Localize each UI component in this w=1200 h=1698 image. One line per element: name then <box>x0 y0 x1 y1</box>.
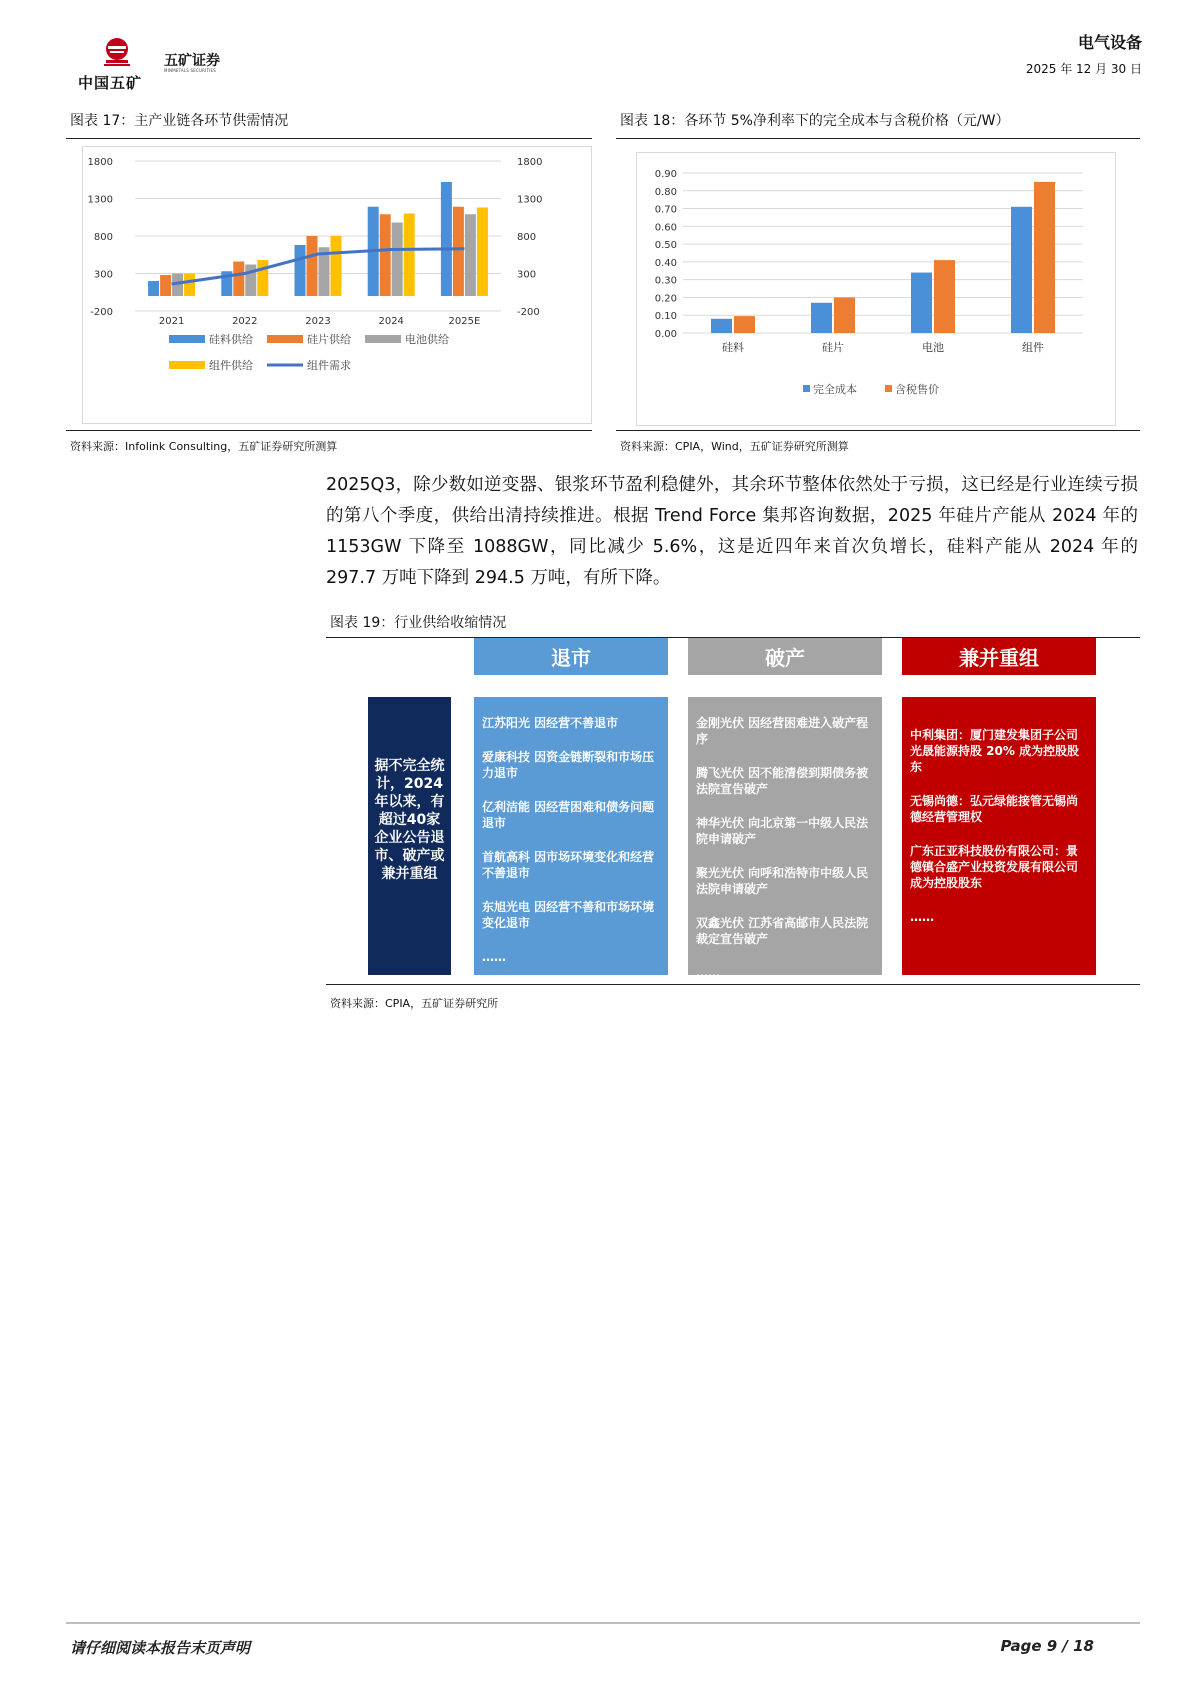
figure-19-source: 资料来源：CPIA，五矿证券研究所 <box>330 997 499 1010</box>
report-date: 2025 年 12 月 30 日 <box>1025 62 1142 76</box>
logo-text-cn: 中国五矿 <box>78 74 143 92</box>
list-item: 东旭光电 因经营不善和市场环境变化退市 <box>482 900 655 930</box>
y-tick-label-right: -200 <box>517 307 540 318</box>
y-tick-label: 0.10 <box>654 311 677 323</box>
delisting-list <box>474 697 668 975</box>
list-item: 双鑫光伏 江苏省高邮市人民法院裁定宣告破产 <box>696 916 869 946</box>
figure-18-frame <box>636 152 1116 426</box>
bar <box>404 214 415 297</box>
list-item: 无锡尚德：弘元绿能接管无锡尚德经营管理权 <box>910 794 1079 824</box>
bar <box>295 245 306 296</box>
y-tick-label: 0.80 <box>654 186 677 198</box>
list-item: …… <box>696 966 720 980</box>
company-logo <box>78 36 248 94</box>
list-item: 金刚光伏 因经营困难进入破产程序 <box>696 716 869 746</box>
x-tick-label: 硅料 <box>722 341 744 354</box>
figure-19-title: 图表 19：行业供给收缩情况 <box>330 615 507 631</box>
figure-18-source: 资料来源：CPIA，Wind，五矿证券研究所测算 <box>620 440 849 453</box>
figure-18-rule <box>616 138 1140 139</box>
summary-box: 据不完全统计，2024年以来，有超过40家企业公告退市、破产或兼并重组 <box>368 697 451 975</box>
y-tick-label-left: 300 <box>93 269 113 281</box>
bar <box>307 236 318 296</box>
bar <box>711 319 732 333</box>
y-tick-label: 0.00 <box>654 329 677 340</box>
legend-swatch <box>169 335 205 343</box>
legend-swatch <box>803 385 810 392</box>
bar <box>257 260 268 296</box>
y-tick-label: 0.20 <box>654 293 677 305</box>
y-tick-label: 0.50 <box>654 240 677 252</box>
y-tick-label-right: 300 <box>517 269 537 281</box>
footer-disclaimer: 请仔细阅读本报告末页声明 <box>70 1639 251 1657</box>
x-tick-label: 硅片 <box>822 341 844 354</box>
logo-emblem-icon <box>102 36 132 68</box>
x-tick-label: 2021 <box>158 316 185 327</box>
y-tick-label: 0.70 <box>654 204 677 216</box>
list-item: 江苏阳光 因经营不善退市 <box>482 716 619 730</box>
figure-19-bottom-rule <box>326 984 1140 985</box>
y-tick-label: 0.30 <box>654 275 677 287</box>
y-tick-label-left: -200 <box>90 307 113 318</box>
list-item: 亿利洁能 因经营困难和债务问题退市 <box>482 800 655 830</box>
legend-label: 硅料供给 <box>209 333 253 346</box>
body-paragraph: 2025Q3，除少数如逆变器、银浆环节盈利稳健外，其余环节整体依然处于亏损，这已经是行业连续亏损的第八个季度，供给出清持续推进。根据 Trend Force 集邦咨询数据，2025 年硅片产能从 2024 年的 1153GW 下降至 1088GW，同比减少 5.6%，这是近四年来首次负增长，硅料产能从 2024 年的 297.7 万吨下降到 294.5 万吨，有所下降。 <box>326 475 1138 588</box>
bar <box>160 275 171 296</box>
footer-rule <box>66 1622 1140 1624</box>
bar <box>233 262 244 297</box>
logo-securities-cn: 五矿证券 <box>164 53 220 69</box>
section-title: 电气设备 <box>1077 33 1142 52</box>
bar <box>453 207 464 296</box>
x-tick-label: 2023 <box>305 316 331 327</box>
bar <box>911 273 932 333</box>
list-item: 腾飞光伏 因不能清偿到期债务被法院宣告破产 <box>696 766 869 796</box>
list-item: 爱康科技 因资金链断裂和市场压力退市 <box>482 750 655 780</box>
bar <box>734 316 755 333</box>
bar <box>811 303 832 333</box>
y-tick-label-left: 800 <box>93 232 113 243</box>
list-item: 中利集团：厦门建发集团子公司光晟能源持股 20% 成为控股股东 <box>910 728 1080 774</box>
bar <box>184 274 195 297</box>
legend-label: 完全成本 <box>813 383 857 396</box>
bar <box>834 297 855 333</box>
figure-18-title: 图表 18：各环节 5%净利率下的完全成本与含税价格（元/W） <box>620 113 1010 129</box>
merger-list <box>902 697 1096 975</box>
figure-18-bottom-rule <box>616 430 1140 431</box>
legend-label: 硅片供给 <box>307 333 351 346</box>
cost-price-chart <box>637 153 1117 427</box>
y-tick-label: 0.90 <box>654 169 677 180</box>
x-tick-label: 2025E <box>448 316 481 327</box>
legend-label: 组件需求 <box>307 359 351 372</box>
y-tick-label-right: 1800 <box>517 157 543 168</box>
figure-17-rule <box>66 138 592 139</box>
list-item: 聚光光伏 向呼和浩特市中级人民法院申请破产 <box>696 866 869 896</box>
bar <box>1034 182 1055 333</box>
y-tick-label-right: 1300 <box>517 194 543 206</box>
bar <box>331 236 342 296</box>
legend-swatch <box>169 361 205 369</box>
y-tick-label: 0.60 <box>654 222 677 234</box>
list-item: …… <box>482 950 506 964</box>
y-tick-label-left: 1800 <box>87 157 113 168</box>
legend-swatch <box>267 335 303 343</box>
legend-label: 电池供给 <box>405 333 449 346</box>
column-head-bankruptcy: 破产 <box>688 638 882 675</box>
legend-label: 含税售价 <box>895 383 939 396</box>
bar <box>441 182 452 296</box>
list-item: 神华光伏 向北京第一中级人民法院申请破产 <box>696 816 869 846</box>
figure-17-frame <box>82 146 592 424</box>
legend-swatch <box>885 385 892 392</box>
legend-label: 组件供给 <box>209 359 253 372</box>
column-head-merger: 兼并重组 <box>902 638 1096 675</box>
x-tick-label: 组件 <box>1022 341 1044 354</box>
y-tick-label: 0.40 <box>654 257 677 269</box>
x-tick-label: 2024 <box>378 316 404 327</box>
list-item: 广东正亚科技股份有限公司：景德镇合盛产业投资发展有限公司成为控股股东 <box>910 844 1079 890</box>
bar <box>245 265 256 297</box>
supply-demand-chart <box>83 147 593 425</box>
bar <box>148 281 159 296</box>
legend-swatch <box>365 335 401 343</box>
demand-line <box>172 249 465 284</box>
x-tick-label: 2022 <box>232 316 258 327</box>
list-item: …… <box>910 910 934 924</box>
bankruptcy-list <box>688 697 882 980</box>
bar <box>477 208 488 297</box>
figure-17-bottom-rule <box>66 430 592 431</box>
column-head-delisting: 退市 <box>474 638 668 675</box>
y-tick-label-right: 800 <box>517 232 537 243</box>
bar <box>1011 207 1032 333</box>
bar <box>380 214 391 296</box>
logo-securities-en: MINMETALS SECURITIES <box>164 68 216 73</box>
bar <box>934 260 955 333</box>
figure-17-title: 图表 17：主产业链各环节供需情况 <box>70 113 289 129</box>
x-tick-label: 电池 <box>922 341 944 354</box>
figure-17-source: 资料来源：Infolink Consulting，五矿证券研究所测算 <box>70 440 338 453</box>
page-number: Page 9 / 18 <box>1000 1637 1094 1655</box>
list-item: 首航高科 因市场环境变化和经营不善退市 <box>482 850 655 880</box>
y-tick-label-left: 1300 <box>87 194 113 206</box>
bar <box>465 214 476 296</box>
bar <box>392 223 403 297</box>
